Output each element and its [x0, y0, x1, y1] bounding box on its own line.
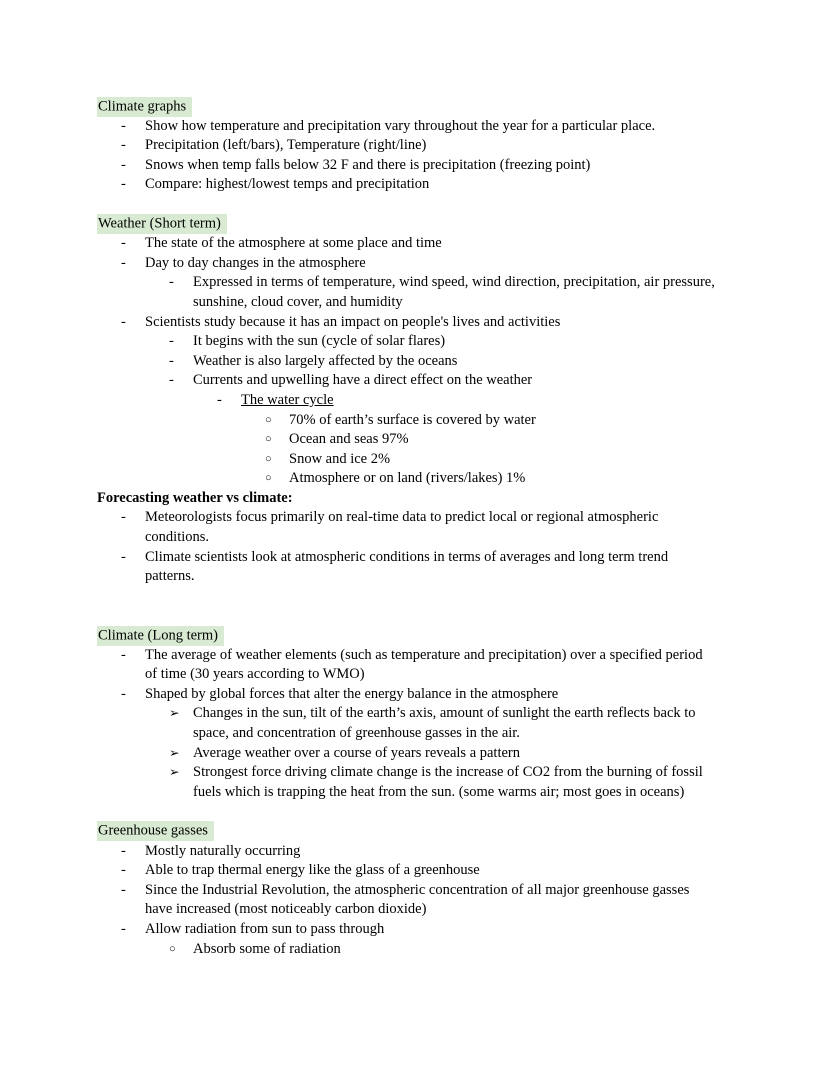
heading-line	[97, 215, 737, 235]
dash-bullet-icon: -	[121, 881, 126, 898]
line-text: Snow and ice 2%	[289, 450, 391, 467]
line-text: Allow radiation from sun to pass through	[145, 920, 385, 937]
arrow-bullet-icon: ➢	[169, 745, 180, 760]
line-text: The average of weather elements (such as temperature and precipitation) over a specified period	[145, 646, 703, 663]
blank-line	[97, 195, 737, 215]
line-text: 70% of earth’s surface is covered by water	[289, 411, 536, 428]
bullet-line	[97, 234, 737, 254]
line-text: Scientists study because it has an impact on people's lives and activities	[145, 313, 561, 330]
bullet-line	[97, 940, 737, 960]
bullet-line	[97, 646, 737, 666]
arrow-bullet-icon: ➢	[169, 765, 180, 780]
dash-bullet-icon: -	[121, 156, 126, 173]
line-text: Precipitation (left/bars), Temperature (right/line)	[145, 137, 427, 154]
bullet-line	[97, 391, 737, 411]
bullet-line	[97, 665, 737, 685]
bullet-line	[97, 704, 737, 724]
line-text: Able to trap thermal energy like the glass of a greenhouse	[145, 862, 480, 879]
bullet-line	[97, 724, 737, 744]
bullet-line	[97, 783, 737, 803]
line-text: Currents and upwelling have a direct effect on the weather	[193, 372, 533, 389]
dash-bullet-icon: -	[121, 235, 126, 252]
line-text: of time (30 years according to WMO)	[145, 666, 365, 683]
line-text: Changes in the sun, tilt of the earth’s axis, amount of sunlight the earth reflects back to	[193, 705, 696, 722]
line-text: have increased (most noticeably carbon dioxide)	[145, 901, 427, 918]
bullet-line	[97, 881, 737, 901]
bullet-line	[97, 763, 737, 783]
line-text: patterns.	[145, 568, 195, 585]
line-text: Mostly naturally occurring	[145, 842, 301, 859]
underlined-line-text: The water cycle	[241, 391, 334, 408]
dash-bullet-icon: -	[121, 137, 126, 154]
line-text: Snows when temp falls below 32 F and there is precipitation (freezing point)	[145, 156, 591, 173]
bullet-line	[97, 744, 737, 764]
dash-bullet-icon: -	[121, 254, 126, 271]
line-text: Weather is also largely affected by the oceans	[193, 352, 458, 369]
line-text: conditions.	[145, 529, 210, 546]
bullet-line	[97, 332, 737, 352]
line-text: Shaped by global forces that alter the energy balance in the atmosphere	[145, 685, 559, 702]
bullet-line	[97, 685, 737, 705]
line-text: sunshine, cloud cover, and humidity	[193, 293, 403, 310]
circle-bullet-icon: ○	[265, 433, 272, 446]
bullet-line	[97, 450, 737, 470]
blank-line	[97, 802, 737, 822]
circle-bullet-icon: ○	[169, 942, 176, 955]
bullet-line	[97, 430, 737, 450]
section-heading-highlighted: Climate graphs	[97, 97, 192, 117]
bullet-line	[97, 273, 737, 293]
bullet-line	[97, 156, 737, 176]
line-text: Atmosphere or on land (rivers/lakes) 1%	[289, 470, 526, 487]
section-heading-bold: Forecasting weather vs climate:	[97, 489, 293, 506]
bullet-line	[97, 313, 737, 333]
circle-bullet-icon: ○	[265, 452, 272, 465]
line-text: Meteorologists focus primarily on real-time data to predict local or regional atmospheric	[145, 509, 659, 526]
line-text: Expressed in terms of temperature, wind speed, wind direction, precipitation, air pressure,	[193, 274, 715, 291]
line-text: Average weather over a course of years reveals a pattern	[193, 744, 521, 761]
dash-bullet-icon: -	[169, 372, 174, 389]
dash-bullet-icon: -	[121, 685, 126, 702]
circle-bullet-icon: ○	[265, 472, 272, 485]
bullet-line	[97, 411, 737, 431]
bullet-line	[97, 117, 737, 137]
dash-bullet-icon: -	[121, 509, 126, 526]
dash-bullet-icon: -	[121, 313, 126, 330]
blank-line	[97, 606, 737, 626]
bullet-line	[97, 175, 737, 195]
dash-bullet-icon: -	[121, 117, 126, 134]
bullet-line	[97, 567, 737, 587]
line-text: Show how temperature and precipitation vary throughout the year for a particular place.	[145, 117, 656, 134]
line-text: Ocean and seas 97%	[289, 431, 409, 448]
arrow-bullet-icon: ➢	[169, 706, 180, 721]
bullet-line	[97, 900, 737, 920]
dash-bullet-icon: -	[121, 176, 126, 193]
bullet-line	[97, 842, 737, 862]
dash-bullet-icon: -	[169, 274, 174, 291]
bullet-line	[97, 469, 737, 489]
document-content	[97, 97, 737, 959]
dash-bullet-icon: -	[121, 548, 126, 565]
heading-line	[97, 626, 737, 646]
line-text: space, and concentration of greenhouse gasses in the air.	[193, 725, 520, 741]
line-text: It begins with the sun (cycle of solar flares)	[193, 333, 446, 350]
section-heading-highlighted: Weather (Short term)	[97, 214, 227, 234]
dash-bullet-icon: -	[121, 920, 126, 937]
bullet-line	[97, 548, 737, 568]
blank-line	[97, 587, 737, 607]
heading-line	[97, 822, 737, 842]
dash-bullet-icon: -	[169, 333, 174, 350]
bullet-line	[97, 136, 737, 156]
line-text: Compare: highest/lowest temps and precipitation	[145, 176, 430, 193]
dash-bullet-icon: -	[121, 862, 126, 879]
bullet-line	[97, 920, 737, 940]
line-text: The state of the atmosphere at some place and time	[145, 235, 442, 252]
line-text: Absorb some of radiation	[193, 940, 341, 957]
line-text: Since the Industrial Revolution, the atmospheric concentration of all major greenhouse gasses	[145, 881, 690, 898]
bullet-line	[97, 371, 737, 391]
dash-bullet-icon: -	[121, 842, 126, 859]
bullet-line	[97, 293, 737, 313]
bullet-line	[97, 508, 737, 528]
bullet-line	[97, 528, 737, 548]
line-text: fuels which is trapping the heat from the sun. (some warms air; most goes in oceans)	[193, 783, 685, 800]
section-heading-highlighted: Greenhouse gasses	[97, 821, 214, 841]
line-text: Climate scientists look at atmospheric conditions in terms of averages and long term trend	[145, 548, 669, 565]
bullet-line	[97, 352, 737, 372]
bullet-line	[97, 861, 737, 881]
circle-bullet-icon: ○	[265, 413, 272, 426]
line-text: Day to day changes in the atmosphere	[145, 254, 366, 271]
dash-bullet-icon: -	[217, 391, 222, 408]
bullet-line	[97, 254, 737, 274]
heading-line	[97, 97, 737, 117]
dash-bullet-icon: -	[169, 352, 174, 369]
section-heading-highlighted: Climate (Long term)	[97, 626, 224, 646]
heading-line	[97, 489, 737, 509]
line-text: Strongest force driving climate change is the increase of CO2 from the burning of fossil	[193, 764, 703, 781]
dash-bullet-icon: -	[121, 646, 126, 663]
